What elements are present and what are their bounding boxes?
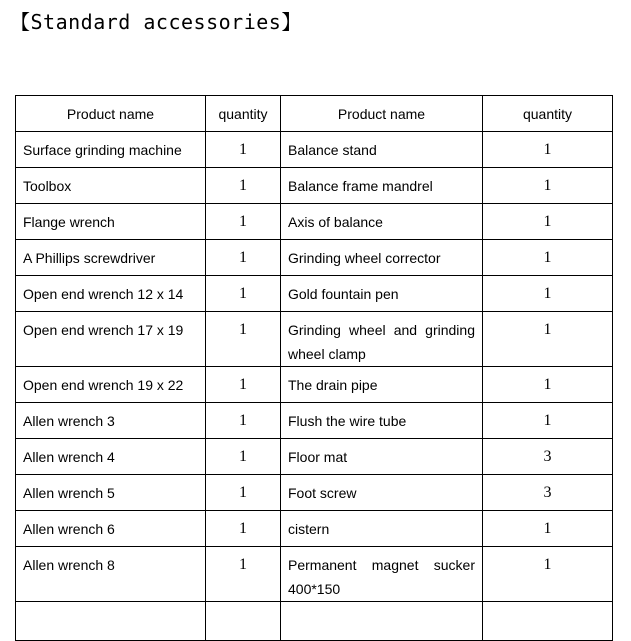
product-name-cell: Open end wrench 12 x 14	[16, 276, 206, 312]
product-name-cell: The drain pipe	[281, 367, 483, 403]
accessories-table	[15, 95, 613, 641]
quantity-cell: 1	[206, 475, 281, 511]
empty-cell	[206, 602, 281, 641]
product-name-cell: Allen wrench 4	[16, 439, 206, 475]
quantity-cell: 1	[206, 168, 281, 204]
quantity-cell: 1	[206, 403, 281, 439]
quantity-cell: 1	[206, 240, 281, 276]
table-row	[16, 475, 613, 511]
empty-cell	[16, 602, 206, 641]
product-name-cell: Grinding wheel corrector	[281, 240, 483, 276]
product-name-cell: Flush the wire tube	[281, 403, 483, 439]
table-row	[16, 403, 613, 439]
quantity-cell: 1	[483, 132, 613, 168]
table-row	[16, 240, 613, 276]
product-name-cell: cistern	[281, 511, 483, 547]
product-name-cell: Toolbox	[16, 168, 206, 204]
quantity-cell: 1	[483, 204, 613, 240]
table-row	[16, 168, 613, 204]
product-name-cell: Flange wrench	[16, 204, 206, 240]
quantity-cell: 3	[483, 475, 613, 511]
product-name-cell: Gold fountain pen	[281, 276, 483, 312]
quantity-cell: 1	[206, 367, 281, 403]
product-name-cell: Floor mat	[281, 439, 483, 475]
quantity-cell: 1	[483, 403, 613, 439]
empty-table-row	[16, 602, 613, 641]
header-quantity-1: quantity	[206, 96, 281, 132]
quantity-cell: 1	[483, 276, 613, 312]
table-row	[16, 439, 613, 475]
table-row	[16, 511, 613, 547]
quantity-cell: 1	[483, 367, 613, 403]
table-row	[16, 204, 613, 240]
header-product-name-1: Product name	[16, 96, 206, 132]
quantity-cell: 3	[483, 439, 613, 475]
table-row	[16, 367, 613, 403]
quantity-cell: 1	[483, 547, 613, 602]
product-name-cell: Allen wrench 5	[16, 475, 206, 511]
table-row	[16, 312, 613, 367]
table-header-row	[16, 96, 613, 132]
product-name-cell: A Phillips screwdriver	[16, 240, 206, 276]
table-row	[16, 132, 613, 168]
quantity-cell: 1	[206, 204, 281, 240]
quantity-cell: 1	[483, 168, 613, 204]
product-name-cell: Axis of balance	[281, 204, 483, 240]
product-name-cell: Allen wrench 6	[16, 511, 206, 547]
quantity-cell: 1	[483, 511, 613, 547]
product-name-cell: Foot screw	[281, 475, 483, 511]
quantity-cell: 1	[206, 547, 281, 602]
product-name-cell: Allen wrench 3	[16, 403, 206, 439]
header-quantity-2: quantity	[483, 96, 613, 132]
product-name-cell: Open end wrench 19 x 22	[16, 367, 206, 403]
quantity-cell: 1	[206, 439, 281, 475]
table-row	[16, 547, 613, 602]
table-row	[16, 276, 613, 312]
quantity-cell: 1	[206, 276, 281, 312]
product-name-cell: Surface grinding machine	[16, 132, 206, 168]
quantity-cell: 1	[483, 240, 613, 276]
product-name-cell: Allen wrench 8	[16, 547, 206, 602]
quantity-cell: 1	[206, 312, 281, 367]
quantity-cell: 1	[206, 511, 281, 547]
product-name-cell: Permanent magnet sucker 400*150	[281, 547, 483, 602]
empty-cell	[483, 602, 613, 641]
empty-cell	[281, 602, 483, 641]
page-title: 【Standard accessories】	[10, 10, 302, 34]
quantity-cell: 1	[206, 132, 281, 168]
product-name-cell: Balance frame mandrel	[281, 168, 483, 204]
header-product-name-2: Product name	[281, 96, 483, 132]
product-name-cell: Grinding wheel and grinding wheel clamp	[281, 312, 483, 367]
product-name-cell: Open end wrench 17 x 19	[16, 312, 206, 367]
quantity-cell: 1	[483, 312, 613, 367]
product-name-cell: Balance stand	[281, 132, 483, 168]
